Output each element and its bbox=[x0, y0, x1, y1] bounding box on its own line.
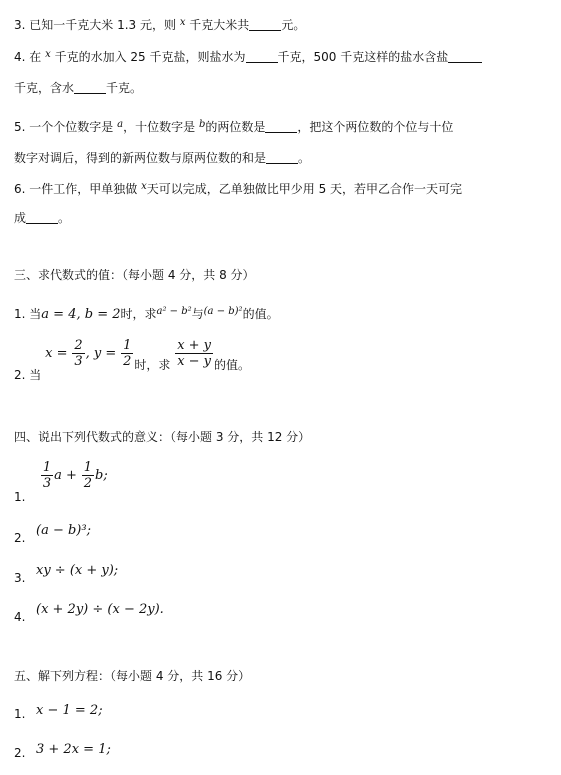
math-expression: a + bbox=[54, 468, 77, 483]
section-4-question-3 bbox=[14, 562, 118, 586]
fraction bbox=[41, 460, 53, 491]
question-text: 元。 bbox=[281, 18, 306, 32]
variable-x: x bbox=[141, 181, 147, 192]
section-5-question-1 bbox=[14, 702, 103, 722]
answer-blank[interactable] bbox=[26, 211, 58, 224]
fraction bbox=[121, 338, 133, 369]
answer-blank[interactable] bbox=[448, 50, 482, 63]
question-text: 已知一千克大米 1.3 元，则 bbox=[29, 18, 176, 32]
section-4-question-2 bbox=[14, 522, 91, 546]
fraction-denominator: 3 bbox=[74, 354, 83, 369]
question-text: 千克的水加入 25 千克盐，则盐水为 bbox=[54, 50, 246, 64]
section-3-question-1 bbox=[14, 306, 279, 324]
math-expression: b; bbox=[95, 468, 108, 483]
math-expression: xy ÷ (x + y); bbox=[36, 563, 119, 578]
question-text: 在 bbox=[29, 50, 42, 64]
question-3 bbox=[14, 17, 305, 35]
math-expression: (a − b)³; bbox=[36, 523, 91, 538]
question-text: 一件工作，甲单独做 bbox=[29, 182, 138, 196]
fraction bbox=[175, 338, 213, 369]
question-text: 千克大米共 bbox=[189, 18, 250, 32]
math-expression: a = 4, b = 2 bbox=[41, 307, 121, 322]
question-text: 千克，500 千克这样的盐水含盐 bbox=[277, 50, 449, 64]
question-text: 。 bbox=[298, 151, 311, 165]
question-5-line-2 bbox=[14, 150, 310, 166]
fraction-numerator: x + y bbox=[177, 338, 212, 353]
question-6-line-2 bbox=[14, 210, 70, 226]
question-label: 1. bbox=[14, 707, 26, 721]
section-4-heading: 四、说出下列代数式的意义：（每小题 3 分，共 12 分） bbox=[14, 430, 311, 444]
fraction bbox=[72, 338, 84, 369]
section-3-question-2 bbox=[14, 338, 250, 383]
fraction-denominator: x − y bbox=[177, 354, 212, 369]
question-text: 。 bbox=[58, 211, 71, 225]
question-text: 的值。 bbox=[242, 307, 279, 321]
section-5-heading: 五、解下列方程：（每小题 4 分，共 16 分） bbox=[14, 669, 251, 683]
math-expression: x − 1 = 2; bbox=[36, 703, 103, 718]
question-label: 5. bbox=[14, 120, 26, 134]
section-5-question-2 bbox=[14, 741, 111, 761]
question-text: ，十位数字是 bbox=[123, 120, 196, 134]
question-label: 6. bbox=[14, 182, 26, 196]
answer-blank[interactable] bbox=[265, 120, 297, 133]
question-label: 2. bbox=[14, 746, 26, 760]
answer-blank[interactable] bbox=[249, 18, 281, 31]
question-label: 4. bbox=[14, 610, 26, 624]
section-4-question-1 bbox=[14, 460, 108, 504]
question-4-line-2 bbox=[14, 80, 142, 96]
question-text: 与 bbox=[191, 307, 204, 321]
variable-b: b bbox=[198, 119, 206, 130]
question-text: 时，求 bbox=[134, 358, 171, 372]
variable-x: x bbox=[179, 17, 186, 28]
question-label: 2. bbox=[14, 531, 26, 545]
question-text: 当 bbox=[29, 368, 42, 382]
answer-blank[interactable] bbox=[74, 81, 106, 94]
question-text: 的值。 bbox=[214, 358, 251, 372]
question-label: 1. bbox=[14, 490, 26, 504]
question-label: 2. bbox=[14, 368, 26, 382]
fraction-numerator: 1 bbox=[123, 338, 132, 353]
question-text: 数字对调后，得到的新两位数与原两位数的和是 bbox=[14, 151, 267, 165]
variable-x: x bbox=[45, 49, 51, 60]
fraction-denominator: 3 bbox=[42, 476, 52, 491]
fraction-denominator: 2 bbox=[123, 354, 132, 369]
math-expression: 3 + 2x = 1; bbox=[36, 742, 111, 757]
math-expression: a² − b² bbox=[156, 306, 192, 317]
answer-blank[interactable] bbox=[246, 50, 278, 63]
math-expression: (x + 2y) ÷ (x − 2y). bbox=[36, 602, 164, 617]
question-text: 一个个位数字是 bbox=[29, 120, 114, 134]
fraction-denominator: 2 bbox=[83, 476, 92, 491]
question-text: 千克，含水 bbox=[14, 81, 75, 95]
section-4-question-4 bbox=[14, 601, 164, 625]
math-expression: , y = bbox=[85, 346, 117, 361]
question-text: 时，求 bbox=[120, 307, 157, 321]
question-4 bbox=[14, 49, 482, 67]
question-text: 的两位数是 bbox=[205, 120, 266, 134]
question-label: 3. bbox=[14, 571, 26, 585]
section-3-heading: 三、求代数式的值：（每小题 4 分，共 8 分） bbox=[14, 268, 255, 282]
question-text: 当 bbox=[29, 307, 42, 321]
question-text: 成 bbox=[14, 211, 27, 225]
question-label: 4. bbox=[14, 50, 26, 64]
fraction bbox=[82, 460, 94, 491]
question-label: 1. bbox=[14, 307, 26, 321]
variable-a: a bbox=[117, 119, 124, 130]
math-expression: x = bbox=[45, 346, 68, 361]
question-label: 3. bbox=[14, 18, 26, 32]
fraction-numerator: 1 bbox=[42, 460, 52, 475]
answer-blank[interactable] bbox=[266, 151, 298, 164]
fraction-numerator: 2 bbox=[74, 338, 83, 353]
question-text: 千克。 bbox=[106, 81, 143, 95]
question-5 bbox=[14, 119, 453, 137]
math-expression: (a − b)² bbox=[203, 306, 243, 317]
fraction-numerator: 1 bbox=[83, 460, 92, 475]
question-text: ，把这个两位数的个位与十位 bbox=[297, 120, 454, 134]
question-text: 天可以完成，乙单独做比甲少用 5 天，若甲乙合作一天可完 bbox=[146, 182, 463, 196]
question-6 bbox=[14, 181, 462, 199]
